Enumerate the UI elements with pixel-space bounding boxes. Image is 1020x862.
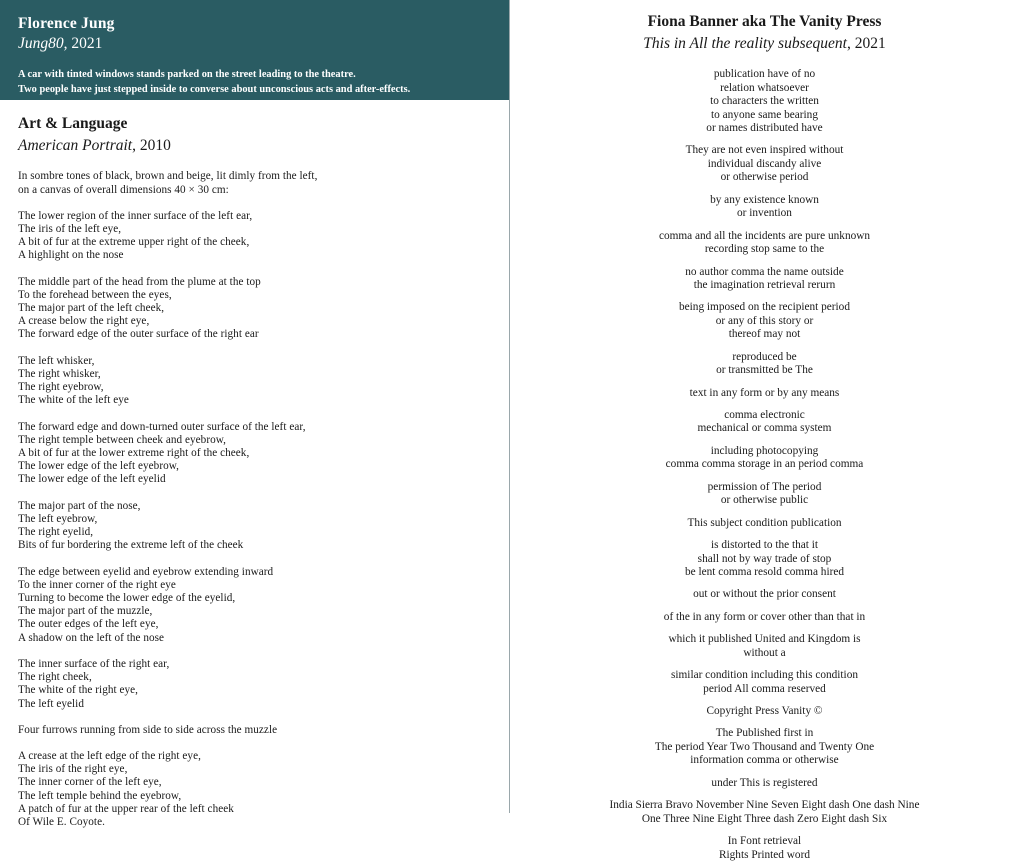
stanza-line: Bits of fur bordering the extreme left of the cheek xyxy=(18,539,244,552)
stanza-line: comma and all the incidents are pure unknown xyxy=(658,229,871,242)
stanza-line: recording stop same to the xyxy=(704,243,825,256)
stanza-line: comma electronic xyxy=(724,409,805,422)
stanza-line: or transmitted be The xyxy=(716,364,813,377)
stanza xyxy=(18,421,491,487)
stanza-line: The lower region of the inner surface of the left ear, xyxy=(18,209,253,222)
stanza-line: thereof may not xyxy=(728,328,801,341)
stanza-line: Of Wile E. Coyote. xyxy=(18,816,105,829)
stanza-line: The outer edges of the left eye, xyxy=(18,618,159,631)
stanza-line: A patch of fur at the upper rear of the left cheek xyxy=(18,802,234,815)
stanza-line: The period Year Two Thousand and Twenty One xyxy=(654,740,875,753)
stanza-line: A bit of fur at the lower extreme right of the cheek, xyxy=(18,447,250,459)
stanza xyxy=(540,68,989,135)
stanza-line: or invention xyxy=(737,207,792,220)
stanza xyxy=(540,230,989,257)
work-title xyxy=(18,34,491,54)
stanza xyxy=(540,588,989,601)
stanza-line: publication have of no xyxy=(713,68,816,81)
stanza-line: The right whisker, xyxy=(18,367,101,380)
stanza-line: Copyright Press Vanity © xyxy=(706,705,823,718)
stanza-line: A shadow on the left of the nose xyxy=(18,631,165,644)
stanza-line: text in any form or by any means xyxy=(689,386,840,399)
stanza-line: individual discandy alive xyxy=(707,157,822,170)
stanza-line: The right eyelid, xyxy=(18,526,94,539)
stanza-line: The left eyelid xyxy=(18,697,84,710)
stanza-line: Rights Printed word xyxy=(718,848,810,861)
stanza xyxy=(540,611,989,624)
stanza xyxy=(18,210,491,263)
stanza-line: The Published first in xyxy=(715,727,814,740)
stanza-line: The lower edge of the left eyebrow, xyxy=(18,460,179,473)
artist-name: Florence Jung xyxy=(18,15,115,32)
stanza-line: The iris of the right eye, xyxy=(18,763,128,776)
stanza-line: The lower edge of the left eyelid xyxy=(18,473,166,486)
stanza xyxy=(540,777,989,790)
stanza-line: comma comma storage in an period comma xyxy=(665,458,864,471)
stanza xyxy=(18,500,491,553)
work-title xyxy=(18,136,491,156)
stanza xyxy=(540,409,989,436)
stanza-line: being imposed on the recipient period xyxy=(679,301,850,314)
stanza-line: period All comma reserved xyxy=(703,682,826,695)
stanza-line: A crease at the left edge of the right eye, xyxy=(18,749,201,762)
artist-name: Art & Language xyxy=(18,115,128,132)
stanza-line: One Three Nine Eight Three dash Zero Eight dash Six xyxy=(641,812,888,825)
work-title-italic: Jung80 xyxy=(18,35,64,53)
right-column xyxy=(510,0,1019,861)
stanza xyxy=(18,658,491,711)
stanza-line: The forward edge and down-turned outer surface of the left ear, xyxy=(18,420,306,433)
stanza-line: the imagination retrieval rerurn xyxy=(693,278,836,291)
stanza-line: of the in any form or cover other than that in xyxy=(663,610,866,623)
stanza xyxy=(18,566,491,645)
stanza-line: reproduced be xyxy=(732,350,797,363)
stanza-line: The right cheek, xyxy=(18,671,92,684)
stanza-line: A highlight on the nose xyxy=(18,249,124,262)
stanza-line: or any of this story or xyxy=(715,314,814,327)
stanza-line: no author comma the name outside xyxy=(685,265,844,278)
work-title-italic: American Portrait xyxy=(18,137,133,155)
stanza-line: India Sierra Bravo November Nine Seven Eight dash One dash Nine xyxy=(609,799,920,812)
left-column xyxy=(0,0,510,829)
stanza-line: To the inner corner of the right eye xyxy=(18,578,176,591)
work-title-year: , 2010 xyxy=(132,137,171,155)
stanza-line: The iris of the left eye, xyxy=(18,222,122,235)
stanza xyxy=(540,301,989,341)
stanza-line: The right temple between cheek and eyebrow, xyxy=(18,433,226,446)
stanza-line: mechanical or comma system xyxy=(697,422,832,435)
stanza xyxy=(540,351,989,378)
stanza-line: out or without the prior consent xyxy=(693,588,836,601)
stanza xyxy=(18,724,491,737)
stanza-line: be lent comma resold comma hired xyxy=(684,565,845,578)
stanza-line: on a canvas of overall dimensions 40 × 30 cm: xyxy=(18,183,229,196)
stanza-line: information comma or otherwise xyxy=(690,754,839,767)
stanza xyxy=(540,705,989,718)
description-line: Two people have just stepped inside to converse about unconscious acts and after-effects. xyxy=(18,83,411,95)
stanza-line: by any existence known xyxy=(710,193,819,206)
stanza xyxy=(18,355,491,408)
stanza-line: To the forehead between the eyes, xyxy=(18,288,172,301)
stanza-line: or otherwise public xyxy=(720,494,809,507)
stanza-line: without a xyxy=(743,646,786,659)
stanza-line: A crease below the right eye, xyxy=(18,315,150,328)
work-title-italic: This in All the reality subsequent xyxy=(643,35,847,53)
stanza-line: The middle part of the head from the plume at the top xyxy=(18,275,261,288)
stanza-line: or otherwise period xyxy=(720,171,809,184)
stanza-line: The inner surface of the right ear, xyxy=(18,657,170,670)
work-title-year: , 2021 xyxy=(63,35,103,53)
stanza xyxy=(540,633,989,660)
stanza xyxy=(540,445,989,472)
stanza-line: shall not by way trade of stop xyxy=(697,552,832,565)
artist-name: Fiona Banner aka The Vanity Press xyxy=(647,13,882,30)
stanza xyxy=(18,750,491,829)
stanza xyxy=(540,387,989,400)
art-and-language-entry xyxy=(0,100,509,829)
stanza-line: The white of the right eye, xyxy=(18,684,139,697)
description-line: A car with tinted windows stands parked on the street leading to the theatre. xyxy=(18,68,356,80)
stanza-line: The edge between eyelid and eyebrow extending inward xyxy=(18,565,274,578)
stanza-line: The major part of the muzzle, xyxy=(18,605,153,618)
stanza-line: The right eyebrow, xyxy=(18,381,104,394)
stanza-line: In sombre tones of black, brown and beige, lit dimly from the left, xyxy=(18,170,318,183)
florence-jung-entry xyxy=(0,0,509,100)
stanza xyxy=(18,170,491,196)
stanza-line: or names distributed have xyxy=(706,122,823,135)
stanza-line: to anyone same bearing xyxy=(711,108,818,121)
stanza-line: The major part of the nose, xyxy=(18,499,141,512)
stanza xyxy=(540,835,989,862)
stanza xyxy=(540,517,989,530)
stanza-line: is distorted to the that it xyxy=(711,539,818,552)
stanza-line: which it published United and Kingdom is xyxy=(668,633,861,646)
stanza-line: similar condition including this condition xyxy=(670,669,858,682)
stanza-line: In Font retrieval xyxy=(727,835,802,848)
stanza xyxy=(540,669,989,696)
stanza-line: This subject condition publication xyxy=(687,516,842,529)
stanza-line: under This is registered xyxy=(711,776,818,789)
stanza-line: Turning to become the lower edge of the eyelid, xyxy=(18,591,236,604)
stanza-line: relation whatsoever xyxy=(720,81,809,94)
stanza-line: A bit of fur at the extreme upper right of the cheek, xyxy=(18,236,250,249)
stanza-line: The left temple behind the eyebrow, xyxy=(18,789,182,802)
stanza xyxy=(540,144,989,184)
stanza xyxy=(540,266,989,293)
stanza-line: permission of The period xyxy=(707,480,822,493)
stanza-line: including photocopying xyxy=(710,444,819,457)
stanza-line: The inner corner of the left eye, xyxy=(18,776,162,789)
stanza-line: to characters the written xyxy=(710,95,819,108)
stanza-line: Four furrows running from side to side across the muzzle xyxy=(18,723,278,736)
stanza xyxy=(540,727,989,767)
stanza-line: The white of the left eye xyxy=(18,394,129,407)
stanza xyxy=(18,276,491,342)
work-title xyxy=(540,34,989,54)
stanza-line: The left eyebrow, xyxy=(18,512,98,525)
stanza xyxy=(540,539,989,579)
stanza-line: The major part of the left cheek, xyxy=(18,302,165,315)
stanza xyxy=(540,481,989,508)
work-title-year: , 2021 xyxy=(846,35,886,53)
stanza-line: They are not even inspired without xyxy=(685,144,844,157)
stanza xyxy=(540,194,989,221)
stanza-line: The left whisker, xyxy=(18,354,95,367)
stanza-line: The forward edge of the outer surface of the right ear xyxy=(18,328,259,341)
